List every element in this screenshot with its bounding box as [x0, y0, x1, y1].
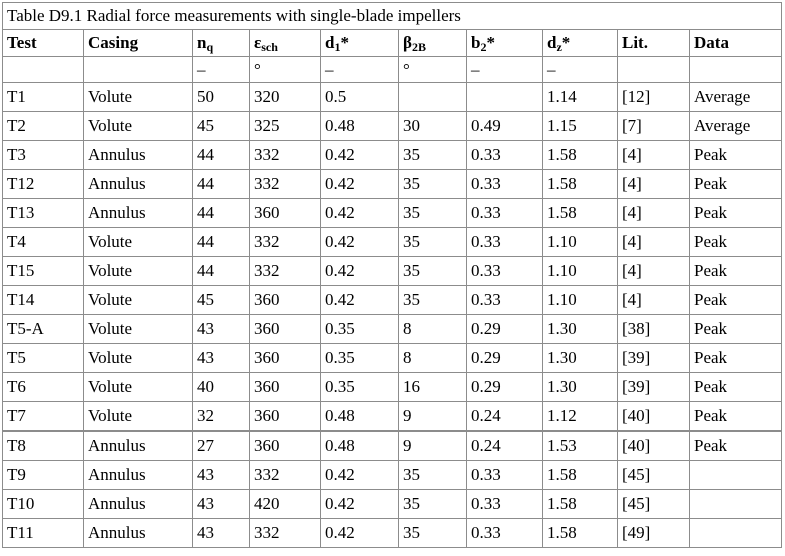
table-cell: 0.24 [467, 431, 543, 461]
table-cell: 43 [193, 490, 250, 519]
table-cell: 0.42 [321, 461, 399, 490]
column-header [399, 30, 467, 57]
table-row [3, 431, 782, 461]
column-header-symbol: β [403, 33, 412, 52]
table-cell: 8 [399, 315, 467, 344]
table-cell: 0.48 [321, 112, 399, 141]
table-cell: Peak [690, 315, 782, 344]
column-header-subscript: 2B [411, 40, 426, 54]
table-cell: 0.42 [321, 286, 399, 315]
table-cell: T14 [3, 286, 84, 315]
table-cell [690, 461, 782, 490]
column-header-subscript: 2 [480, 40, 487, 54]
table-cell: [4] [618, 170, 690, 199]
column-header-subscript: sch [261, 40, 278, 54]
table-row [3, 170, 782, 199]
table-cell: 332 [250, 519, 321, 548]
table-cell: 320 [250, 83, 321, 112]
table-cell: [38] [618, 315, 690, 344]
table-cell: Peak [690, 344, 782, 373]
table-cell: 1.10 [543, 257, 618, 286]
unit-cell: – [543, 57, 618, 83]
table-cell: 0.48 [321, 431, 399, 461]
table-cell: Annulus [84, 461, 193, 490]
table-cell: 27 [193, 431, 250, 461]
table-units-row [3, 57, 782, 83]
table-row [3, 199, 782, 228]
table-cell: 50 [193, 83, 250, 112]
table-cell: T9 [3, 461, 84, 490]
unit-cell [690, 57, 782, 83]
table-cell: 360 [250, 315, 321, 344]
table-cell: 360 [250, 373, 321, 402]
table-cell: 0.35 [321, 373, 399, 402]
table-cell: 0.42 [321, 490, 399, 519]
column-header-symbol: n [197, 33, 207, 52]
unit-cell [618, 57, 690, 83]
table-cell: Volute [84, 344, 193, 373]
column-header [467, 30, 543, 57]
table-cell: 0.42 [321, 199, 399, 228]
unit-cell: ° [399, 57, 467, 83]
table-cell: [40] [618, 402, 690, 432]
table-cell: [4] [618, 141, 690, 170]
table-cell: [45] [618, 490, 690, 519]
column-header-suffix: * [340, 33, 349, 52]
table-cell: 360 [250, 402, 321, 432]
table-cell: 1.58 [543, 199, 618, 228]
table-cell: 32 [193, 402, 250, 432]
table-cell: 360 [250, 286, 321, 315]
table-cell: 30 [399, 112, 467, 141]
column-header-symbol: Test [7, 33, 37, 52]
table-cell: 0.33 [467, 228, 543, 257]
table-cell: 420 [250, 490, 321, 519]
table-row [3, 141, 782, 170]
unit-cell: – [321, 57, 399, 83]
table-cell: 1.30 [543, 344, 618, 373]
table-cell: 325 [250, 112, 321, 141]
table-row [3, 519, 782, 548]
unit-cell: ° [250, 57, 321, 83]
column-header-symbol: d [325, 33, 335, 52]
column-header-subscript: 1 [334, 40, 341, 54]
table-cell: 0.35 [321, 344, 399, 373]
table-cell: Average [690, 83, 782, 112]
table-cell: 16 [399, 373, 467, 402]
unit-cell: – [193, 57, 250, 83]
table-cell: 35 [399, 228, 467, 257]
table-cell: Peak [690, 199, 782, 228]
table-cell: 0.29 [467, 373, 543, 402]
table-cell: 0.42 [321, 170, 399, 199]
table-cell: Peak [690, 431, 782, 461]
table-cell: 35 [399, 141, 467, 170]
table-cell: T15 [3, 257, 84, 286]
table-cell: 9 [399, 402, 467, 432]
unit-cell [3, 57, 84, 83]
table-cell: [39] [618, 373, 690, 402]
column-header [250, 30, 321, 57]
table-cell: 43 [193, 519, 250, 548]
table-row [3, 315, 782, 344]
table-cell: [49] [618, 519, 690, 548]
table-cell: Peak [690, 373, 782, 402]
table-cell: 0.33 [467, 519, 543, 548]
table-cell: [45] [618, 461, 690, 490]
table-cell: 1.58 [543, 519, 618, 548]
column-header [321, 30, 399, 57]
table-cell [467, 83, 543, 112]
table-cell: 0.33 [467, 286, 543, 315]
column-header [543, 30, 618, 57]
table-cell: 0.33 [467, 141, 543, 170]
column-header-symbol: d [547, 33, 557, 52]
table-cell: Volute [84, 112, 193, 141]
table-cell: 332 [250, 141, 321, 170]
table-cell [690, 519, 782, 548]
table-cell: Peak [690, 141, 782, 170]
table-cell: T11 [3, 519, 84, 548]
table-row [3, 112, 782, 141]
table-cell: 1.58 [543, 170, 618, 199]
table-cell: Annulus [84, 199, 193, 228]
table-cell: Volute [84, 228, 193, 257]
radial-force-table-container [2, 2, 782, 548]
table-cell: 360 [250, 431, 321, 461]
column-header-symbol: Lit. [622, 33, 648, 52]
column-header-symbol: ε [254, 33, 262, 52]
table-cell: 44 [193, 199, 250, 228]
table-cell: Volute [84, 373, 193, 402]
table-cell: T12 [3, 170, 84, 199]
table-row [3, 373, 782, 402]
column-header [193, 30, 250, 57]
table-cell: Volute [84, 315, 193, 344]
column-header-suffix: * [486, 33, 495, 52]
table-cell: 45 [193, 286, 250, 315]
table-cell: 332 [250, 170, 321, 199]
table-cell [690, 490, 782, 519]
table-cell: 8 [399, 344, 467, 373]
table-cell: T7 [3, 402, 84, 432]
table-cell: Annulus [84, 170, 193, 199]
table-cell: 44 [193, 257, 250, 286]
table-cell: 1.58 [543, 490, 618, 519]
table-cell: 0.42 [321, 519, 399, 548]
table-cell [399, 83, 467, 112]
table-cell: 0.42 [321, 141, 399, 170]
table-cell: T5 [3, 344, 84, 373]
table-cell: Average [690, 112, 782, 141]
table-cell: [4] [618, 228, 690, 257]
table-cell: T3 [3, 141, 84, 170]
table-cell: Volute [84, 286, 193, 315]
table-cell: 1.58 [543, 141, 618, 170]
table-cell: 1.10 [543, 228, 618, 257]
table-cell: 35 [399, 490, 467, 519]
table-cell: Peak [690, 402, 782, 432]
table-cell: 43 [193, 344, 250, 373]
table-cell: [39] [618, 344, 690, 373]
table-cell: 0.5 [321, 83, 399, 112]
table-cell: T5-A [3, 315, 84, 344]
table-cell: 45 [193, 112, 250, 141]
table-cell: T6 [3, 373, 84, 402]
column-header-symbol: b [471, 33, 481, 52]
unit-cell: – [467, 57, 543, 83]
table-caption: Table D9.1 Radial force measurements with single-blade impellers [3, 3, 782, 30]
radial-force-table [2, 2, 782, 548]
table-cell: 1.30 [543, 315, 618, 344]
table-cell: 1.14 [543, 83, 618, 112]
column-header [690, 30, 782, 57]
table-cell: 35 [399, 170, 467, 199]
table-cell: 1.53 [543, 431, 618, 461]
column-header [3, 30, 84, 57]
table-cell: T13 [3, 199, 84, 228]
table-cell: [4] [618, 286, 690, 315]
table-cell: 40 [193, 373, 250, 402]
table-cell: Volute [84, 83, 193, 112]
table-cell: Annulus [84, 431, 193, 461]
table-cell: Volute [84, 402, 193, 432]
table-cell: 44 [193, 170, 250, 199]
table-row [3, 286, 782, 315]
table-cell: 0.29 [467, 344, 543, 373]
table-cell: Peak [690, 228, 782, 257]
column-header-symbol: Data [694, 33, 729, 52]
column-header-subscript: z [556, 40, 562, 54]
table-cell: 43 [193, 461, 250, 490]
table-cell: 43 [193, 315, 250, 344]
table-row [3, 402, 782, 432]
table-cell: 44 [193, 228, 250, 257]
table-cell: 1.12 [543, 402, 618, 432]
table-cell: T2 [3, 112, 84, 141]
table-cell: Volute [84, 257, 193, 286]
table-cell: 9 [399, 431, 467, 461]
table-cell: [4] [618, 257, 690, 286]
table-cell: 360 [250, 199, 321, 228]
table-cell: Peak [690, 257, 782, 286]
table-cell: 332 [250, 228, 321, 257]
table-cell: 35 [399, 286, 467, 315]
table-cell: 0.49 [467, 112, 543, 141]
table-cell: T1 [3, 83, 84, 112]
table-cell: T8 [3, 431, 84, 461]
table-cell: 332 [250, 257, 321, 286]
table-cell: T10 [3, 490, 84, 519]
table-cell: 0.42 [321, 228, 399, 257]
table-cell: T4 [3, 228, 84, 257]
table-cell: 0.33 [467, 199, 543, 228]
table-cell: 0.35 [321, 315, 399, 344]
table-cell: 35 [399, 257, 467, 286]
table-cell: 0.42 [321, 257, 399, 286]
table-cell: Peak [690, 170, 782, 199]
column-header-suffix: * [561, 33, 571, 52]
table-cell: Annulus [84, 519, 193, 548]
column-header [84, 30, 193, 57]
table-row [3, 228, 782, 257]
column-header [618, 30, 690, 57]
table-cell: 0.33 [467, 461, 543, 490]
table-cell: 0.29 [467, 315, 543, 344]
table-row [3, 461, 782, 490]
table-row [3, 490, 782, 519]
table-cell: 1.10 [543, 286, 618, 315]
table-cell: 332 [250, 461, 321, 490]
table-cell: 35 [399, 461, 467, 490]
table-cell: 0.33 [467, 257, 543, 286]
table-cell: 1.58 [543, 461, 618, 490]
table-header-row [3, 30, 782, 57]
table-cell: 1.30 [543, 373, 618, 402]
table-cell: [40] [618, 431, 690, 461]
table-cell: 0.33 [467, 490, 543, 519]
table-cell: [12] [618, 83, 690, 112]
column-header-subscript: q [206, 40, 214, 54]
table-cell: 44 [193, 141, 250, 170]
unit-cell [84, 57, 193, 83]
table-cell: 35 [399, 199, 467, 228]
table-cell: 360 [250, 344, 321, 373]
table-cell: 1.15 [543, 112, 618, 141]
table-cell: [4] [618, 199, 690, 228]
table-cell: 0.24 [467, 402, 543, 432]
column-header-symbol: Casing [88, 33, 139, 52]
table-cell: [7] [618, 112, 690, 141]
table-cell: 35 [399, 519, 467, 548]
table-cell: Peak [690, 286, 782, 315]
table-cell: Annulus [84, 490, 193, 519]
table-cell: 0.48 [321, 402, 399, 432]
table-row [3, 344, 782, 373]
table-cell: 0.33 [467, 170, 543, 199]
table-row [3, 257, 782, 286]
table-cell: Annulus [84, 141, 193, 170]
table-row [3, 83, 782, 112]
